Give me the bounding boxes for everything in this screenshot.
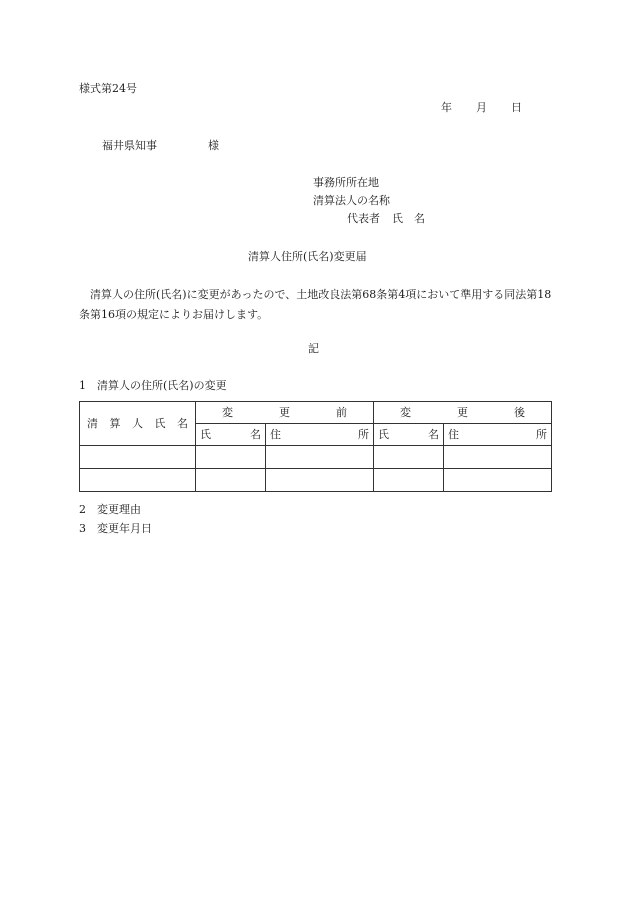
name-label: 氏 名 [392, 212, 425, 225]
addressee-name: 福井県知事 [102, 139, 157, 152]
after-name-header: 氏 名 [374, 424, 444, 446]
table-row [80, 469, 552, 492]
section2-heading: 2 変更理由 [79, 503, 141, 516]
before-change-header: 変 更 前 [196, 402, 374, 424]
table-cell [266, 446, 374, 469]
body-text: 清算人の住所(氏名)に変更があったので、土地改良法第68条第4項において準用する同法第18条第16項の規定によりお届けします。 [79, 288, 552, 321]
liquidator-name-header: 清 算 人 氏 名 [80, 402, 196, 446]
addressee-honorific: 様 [208, 139, 219, 152]
office-address-label: 事務所所在地 [313, 176, 379, 189]
before-address-header: 住 所 [266, 424, 374, 446]
representative-label: 代表者 [347, 212, 380, 225]
before-name-header: 氏 名 [196, 424, 266, 446]
table-cell [374, 446, 444, 469]
table-cell [374, 469, 444, 492]
document-title: 清算人住所(氏名)変更届 [248, 250, 367, 263]
addressee [102, 139, 219, 153]
corporation-name-label: 清算法人の名称 [313, 194, 390, 207]
date-line [441, 101, 522, 115]
form-number: 様式第24号 [79, 82, 137, 95]
table-cell [80, 446, 196, 469]
section3-heading: 3 変更年月日 [79, 522, 152, 535]
representative-line [347, 212, 425, 226]
date-day: 日 [511, 101, 522, 114]
date-year: 年 [441, 101, 452, 114]
date-month: 月 [476, 101, 487, 114]
table-cell [196, 446, 266, 469]
table-cell [444, 469, 552, 492]
after-change-header: 変 更 後 [374, 402, 552, 424]
table-cell [266, 469, 374, 492]
ki-label: 記 [308, 342, 319, 355]
table-cell [196, 469, 266, 492]
section1-heading: 1 清算人の住所(氏名)の変更 [79, 379, 227, 392]
table-header-row-1 [80, 402, 552, 424]
table-cell [80, 469, 196, 492]
table-row [80, 446, 552, 469]
change-table [79, 401, 552, 492]
after-address-header: 住 所 [444, 424, 552, 446]
table-cell [444, 446, 552, 469]
